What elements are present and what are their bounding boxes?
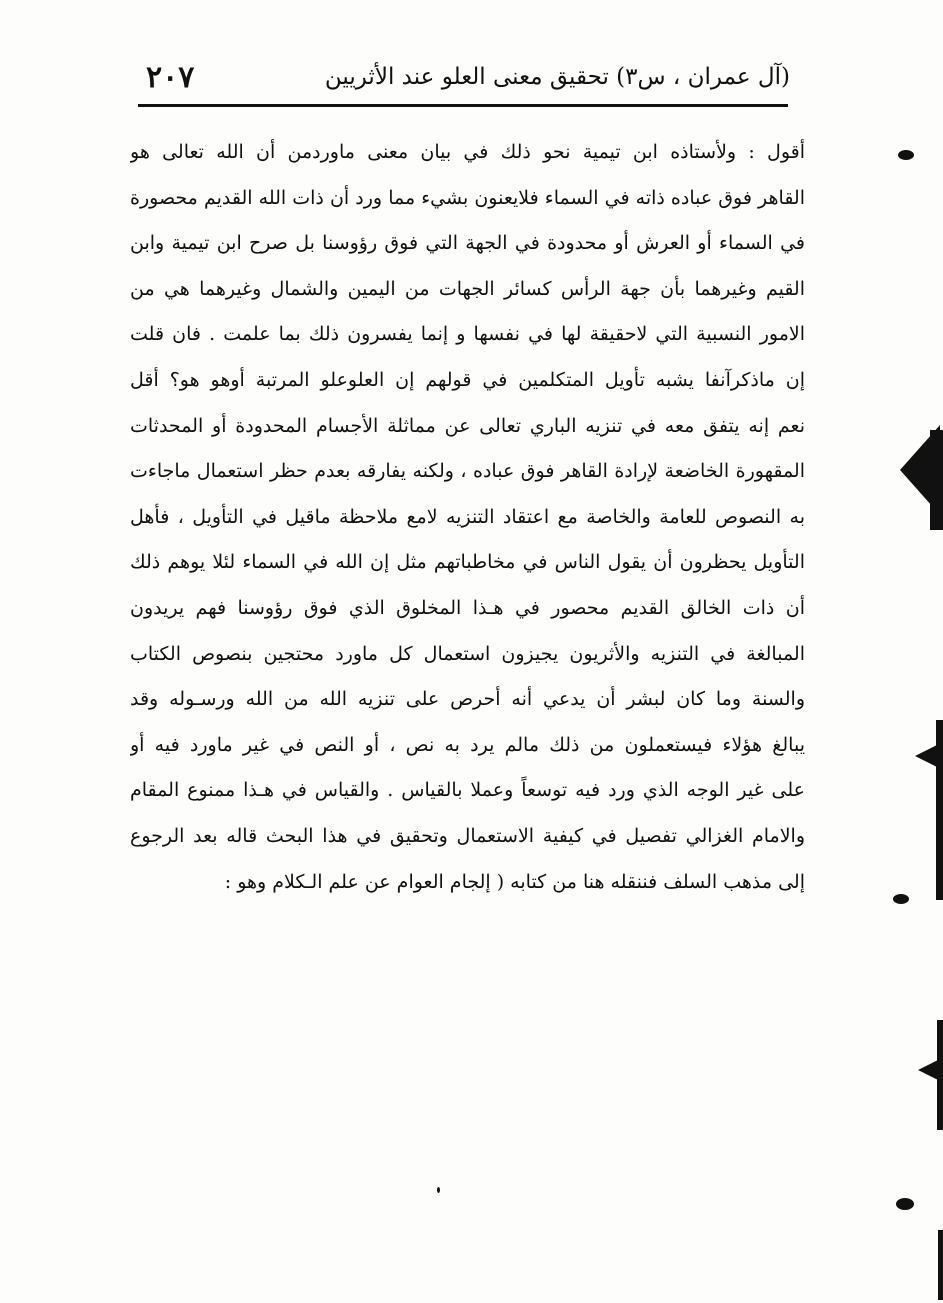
scan-edge-bar (938, 1230, 943, 1300)
text-line: والامام الغزالي تفصيل في كيفية الاستعمال وتحقيق في هذا البحث قاله بعد الرجوع (130, 824, 805, 847)
text-line: إلى مذهب السلف فننقله هنا من كتابه ( إلجام العوام عن علم الـكلام وهو : (224, 870, 805, 893)
header-rule (138, 104, 788, 107)
scan-speck (898, 150, 914, 160)
text-line: إن ماذكرآنفا يشبه تأويل المتكلمين في قولهم إن العلوعلو المرتبة أوهو هو؟ أقل (130, 368, 805, 391)
body-text (130, 130, 805, 905)
scan-speck (896, 1198, 914, 1210)
text-line: أقول : ولأستاذه ابن تيمية نحو ذلك في بيان معنى ماوردمن أن الله تعالى هو (130, 141, 805, 163)
page-number: ٢٠٧ (146, 60, 195, 95)
text-line: المقهورة الخاضعة لإرادة القاهر فوق عباده ، ولكنه يفارقه بعدم حظر استعمال ماجاءت (130, 460, 805, 483)
scan-edge-bar (930, 430, 943, 530)
text-line: به النصوص للعامة والخاصة مع اعتقاد التنزيه لامع ملاحظة ماقيل في التأويل ، فأهل (130, 505, 805, 528)
text-line: في السماء أو العرش أو محدودة في الجهة التي فوق رؤوسنا بل صرح ابن تيمية وابن (130, 232, 805, 255)
text-line: نعم إنه يتفق معه في تنزيه الباري تعالى عن مماثلة الأجسام المحدودة أو المحدثات (130, 414, 805, 437)
text-line: الامور النسبية التي لاحقيقة لها في نفسها و إنما يفسرون ذلك بما علمت . فان قلت (130, 323, 805, 346)
text-line: المبالغة في التنزيه والأثريون يجيزون استعمال كل ماورد محتجين بنصوص الكتاب (130, 642, 805, 665)
scan-speck (893, 894, 909, 904)
text-line: والسنة وما كان لبشر أن يدعي أنه أحرص على تنزيه الله من الله ورسـوله وقد (130, 688, 805, 711)
text-line: أن ذات الخالق القديم محصور في هـذا المخلوق الذي فوق رؤوسنا فهم يريدون (130, 596, 805, 619)
text-line: يبالغ هؤلاء فيستعملون من ذلك مالم يرد به نص ، أو النص في غير ماورد فيه أو (130, 733, 805, 756)
scan-speck (437, 1187, 440, 1193)
scan-edge-bar (936, 720, 943, 900)
scan-edge-bar (937, 1020, 943, 1130)
running-title: (آل عمران ، س٣) تحقيق معنى العلو عند الأثريين (324, 64, 790, 90)
text-line: على غير الوجه الذي ورد فيه توسعاً وعملا بالقياس . والقياس في هـذا ممنوع المقام (130, 779, 805, 802)
text-line: التأويل يحظرون أن يقول الناس في مخاطباتهم مثل إن الله في السماء لئلا يوهم ذلك (130, 551, 805, 574)
text-line: القيم وغيرهما بأن جهة الرأس كسائر الجهات من اليمين والشمال وغيرهما هي من (130, 277, 805, 300)
text-line: القاهر فوق عباده ذاته في السماء فلايعنون بشيء مما ورد أن ذات الله القديم محصورة (130, 186, 805, 209)
page-header (140, 62, 790, 98)
